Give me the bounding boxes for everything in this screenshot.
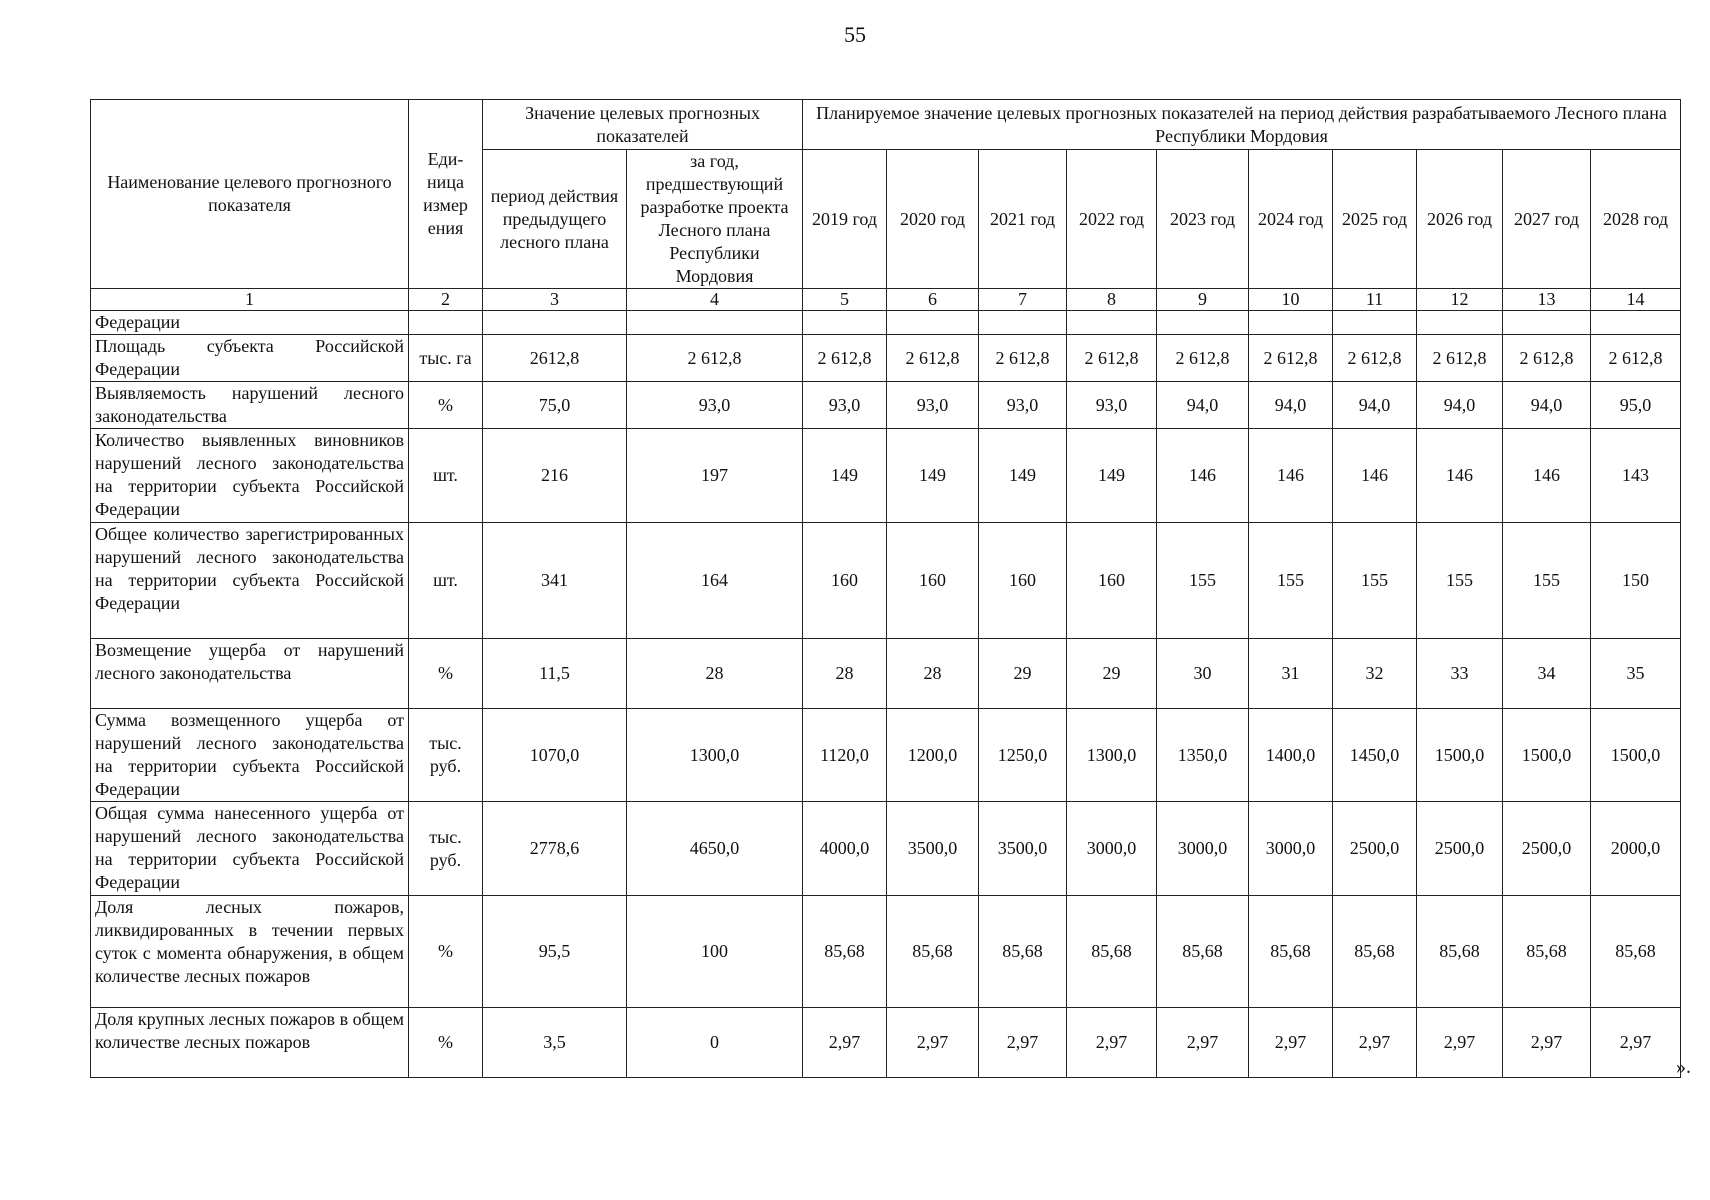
empty-cell	[803, 311, 887, 335]
value-year-cell: 2 612,8	[887, 335, 979, 382]
indicators-table	[90, 99, 1681, 1078]
value-prev-year: 2 612,8	[627, 335, 803, 382]
value-year-cell: 160	[803, 523, 887, 639]
value-year-cell: 94,0	[1417, 382, 1503, 429]
value-year-cell: 29	[979, 639, 1067, 709]
column-number-row	[91, 289, 1681, 311]
column-number: 3	[483, 289, 627, 311]
indicator-name: Доля крупных лесных пожаров в общем количестве лесных пожаров	[91, 1008, 409, 1078]
indicator-unit: тыс. га	[409, 335, 483, 382]
indicator-row	[91, 382, 1681, 429]
value-year-cell: 1120,0	[803, 709, 887, 802]
empty-cell	[1157, 311, 1249, 335]
empty-cell	[1591, 311, 1681, 335]
value-year-cell: 31	[1249, 639, 1333, 709]
value-year-cell: 85,68	[1067, 896, 1157, 1008]
value-year-cell: 2 612,8	[1417, 335, 1503, 382]
value-year-cell: 143	[1591, 429, 1681, 523]
empty-cell	[627, 311, 803, 335]
value-prev-year: 164	[627, 523, 803, 639]
value-year-cell: 2,97	[979, 1008, 1067, 1078]
indicator-name: Площадь субъекта Российской Федерации	[91, 335, 409, 382]
value-year-cell: 85,68	[1503, 896, 1591, 1008]
value-prev-period: 1070,0	[483, 709, 627, 802]
indicator-unit: шт.	[409, 523, 483, 639]
value-year-cell: 3000,0	[1067, 802, 1157, 896]
value-year-cell: 4000,0	[803, 802, 887, 896]
column-number: 4	[627, 289, 803, 311]
indicator-unit: шт.	[409, 429, 483, 523]
header-year: 2025 год	[1333, 150, 1417, 289]
empty-cell	[1417, 311, 1503, 335]
value-prev-period: 2612,8	[483, 335, 627, 382]
value-year-cell: 1250,0	[979, 709, 1067, 802]
value-year-cell: 85,68	[1591, 896, 1681, 1008]
value-year-cell: 95,0	[1591, 382, 1681, 429]
column-number: 13	[1503, 289, 1591, 311]
header-year: 2019 год	[803, 150, 887, 289]
continuation-label: Федерации	[91, 311, 409, 335]
header-year: 2026 год	[1417, 150, 1503, 289]
indicator-name: Возмещение ущерба от нарушений лесного законодательства	[91, 639, 409, 709]
indicator-unit: %	[409, 639, 483, 709]
value-prev-period: 75,0	[483, 382, 627, 429]
value-year-cell: 3500,0	[887, 802, 979, 896]
indicator-row	[91, 639, 1681, 709]
value-prev-year: 100	[627, 896, 803, 1008]
value-prev-period: 95,5	[483, 896, 627, 1008]
indicator-unit: %	[409, 382, 483, 429]
value-year-cell: 2 612,8	[1333, 335, 1417, 382]
header-unit: Еди-ница измер ения	[409, 100, 483, 289]
value-prev-year: 4650,0	[627, 802, 803, 896]
value-year-cell: 94,0	[1249, 382, 1333, 429]
column-number: 14	[1591, 289, 1681, 311]
indicator-row	[91, 802, 1681, 896]
header-planned-values: Планируемое значение целевых прогнозных показателей на период действия разрабатываемого Лесного плана Республики Мордовия	[803, 100, 1681, 150]
value-prev-year: 28	[627, 639, 803, 709]
closing-quote-mark: ».	[1676, 1056, 1691, 1078]
value-year-cell: 155	[1503, 523, 1591, 639]
indicator-name: Выявляемость нарушений лесного законодательства	[91, 382, 409, 429]
value-prev-period: 3,5	[483, 1008, 627, 1078]
value-year-cell: 94,0	[1503, 382, 1591, 429]
value-year-cell: 94,0	[1333, 382, 1417, 429]
indicator-name: Количество выявленных виновников нарушений лесного законодательства на территории субъекта Российской Федерации	[91, 429, 409, 523]
indicator-row	[91, 896, 1681, 1008]
empty-cell	[1067, 311, 1157, 335]
value-year-cell: 2 612,8	[1591, 335, 1681, 382]
value-year-cell: 85,68	[1157, 896, 1249, 1008]
indicator-name: Общее количество зарегистрированных нарушений лесного законодательства на территории субъекта Российской Федерации	[91, 523, 409, 639]
value-year-cell: 29	[1067, 639, 1157, 709]
value-year-cell: 146	[1249, 429, 1333, 523]
value-year-cell: 85,68	[803, 896, 887, 1008]
value-year-cell: 1500,0	[1503, 709, 1591, 802]
value-year-cell: 160	[979, 523, 1067, 639]
value-year-cell: 3000,0	[1249, 802, 1333, 896]
value-year-cell: 85,68	[1333, 896, 1417, 1008]
empty-cell	[1249, 311, 1333, 335]
value-year-cell: 160	[1067, 523, 1157, 639]
value-year-cell: 2,97	[887, 1008, 979, 1078]
value-year-cell: 146	[1417, 429, 1503, 523]
column-number: 6	[887, 289, 979, 311]
indicator-name: Доля лесных пожаров, ликвидированных в течении первых суток с момента обнаружения, в общем количестве лесных пожаров	[91, 896, 409, 1008]
value-year-cell: 2 612,8	[803, 335, 887, 382]
column-number: 1	[91, 289, 409, 311]
indicator-unit: тыс. руб.	[409, 802, 483, 896]
continuation-row	[91, 311, 1681, 335]
value-year-cell: 1350,0	[1157, 709, 1249, 802]
value-year-cell: 2 612,8	[1157, 335, 1249, 382]
value-year-cell: 85,68	[979, 896, 1067, 1008]
value-year-cell: 150	[1591, 523, 1681, 639]
value-year-cell: 2,97	[1067, 1008, 1157, 1078]
indicator-name: Общая сумма нанесенного ущерба от нарушений лесного законодательства на территории субъекта Российской Федерации	[91, 802, 409, 896]
value-year-cell: 2 612,8	[1067, 335, 1157, 382]
indicator-row	[91, 523, 1681, 639]
column-number: 5	[803, 289, 887, 311]
column-number: 7	[979, 289, 1067, 311]
value-year-cell: 2 612,8	[1249, 335, 1333, 382]
value-year-cell: 1400,0	[1249, 709, 1333, 802]
column-number: 2	[409, 289, 483, 311]
value-year-cell: 85,68	[1417, 896, 1503, 1008]
column-number: 8	[1067, 289, 1157, 311]
value-year-cell: 35	[1591, 639, 1681, 709]
value-year-cell: 2 612,8	[1503, 335, 1591, 382]
value-year-cell: 149	[803, 429, 887, 523]
value-year-cell: 2,97	[1591, 1008, 1681, 1078]
value-year-cell: 149	[1067, 429, 1157, 523]
value-year-cell: 155	[1417, 523, 1503, 639]
value-year-cell: 155	[1249, 523, 1333, 639]
header-year: 2023 год	[1157, 150, 1249, 289]
empty-cell	[483, 311, 627, 335]
value-year-cell: 94,0	[1157, 382, 1249, 429]
indicator-row	[91, 429, 1681, 523]
value-year-cell: 28	[887, 639, 979, 709]
indicators-table-container	[90, 99, 1681, 1078]
header-year: 2022 год	[1067, 150, 1157, 289]
header-year: 2020 год	[887, 150, 979, 289]
value-year-cell: 2,97	[1503, 1008, 1591, 1078]
value-prev-period: 2778,6	[483, 802, 627, 896]
value-year-cell: 2500,0	[1417, 802, 1503, 896]
value-prev-year: 197	[627, 429, 803, 523]
indicator-unit: %	[409, 896, 483, 1008]
header-indicator-name: Наименование целевого прогнозного показателя	[91, 100, 409, 289]
value-year-cell: 149	[887, 429, 979, 523]
value-year-cell: 93,0	[1067, 382, 1157, 429]
page-number: 55	[844, 22, 866, 47]
value-year-cell: 33	[1417, 639, 1503, 709]
value-year-cell: 1500,0	[1417, 709, 1503, 802]
value-year-cell: 1450,0	[1333, 709, 1417, 802]
indicator-name: Сумма возмещенного ущерба от нарушений лесного законодательства на территории субъекта Российской Федерации	[91, 709, 409, 802]
value-year-cell: 1200,0	[887, 709, 979, 802]
value-year-cell: 1300,0	[1067, 709, 1157, 802]
header-year: 2021 год	[979, 150, 1067, 289]
value-year-cell: 146	[1333, 429, 1417, 523]
value-prev-period: 216	[483, 429, 627, 523]
header-prev-year: за год, предшествующий разработке проекта Лесного плана Республики Мордовия	[627, 150, 803, 289]
value-year-cell: 2500,0	[1333, 802, 1417, 896]
value-year-cell: 2 612,8	[979, 335, 1067, 382]
value-year-cell: 93,0	[887, 382, 979, 429]
value-year-cell: 2,97	[1417, 1008, 1503, 1078]
value-prev-year: 93,0	[627, 382, 803, 429]
value-year-cell: 28	[803, 639, 887, 709]
header-year: 2028 год	[1591, 150, 1681, 289]
indicator-row	[91, 1008, 1681, 1078]
value-year-cell: 34	[1503, 639, 1591, 709]
header-prev-period: период действия предыдущего лесного плана	[483, 150, 627, 289]
header-year: 2024 год	[1249, 150, 1333, 289]
value-year-cell: 93,0	[979, 382, 1067, 429]
value-year-cell: 155	[1157, 523, 1249, 639]
value-year-cell: 2,97	[1157, 1008, 1249, 1078]
value-year-cell: 2,97	[1333, 1008, 1417, 1078]
header-target-values: Значение целевых прогнозных показателей	[483, 100, 803, 150]
empty-cell	[1333, 311, 1417, 335]
column-number: 9	[1157, 289, 1249, 311]
value-year-cell: 2000,0	[1591, 802, 1681, 896]
indicator-unit: %	[409, 1008, 483, 1078]
value-year-cell: 149	[979, 429, 1067, 523]
value-year-cell: 93,0	[803, 382, 887, 429]
value-prev-period: 341	[483, 523, 627, 639]
header-year: 2027 год	[1503, 150, 1591, 289]
indicator-row	[91, 335, 1681, 382]
value-year-cell: 3000,0	[1157, 802, 1249, 896]
value-year-cell: 146	[1157, 429, 1249, 523]
value-year-cell: 85,68	[1249, 896, 1333, 1008]
value-year-cell: 146	[1503, 429, 1591, 523]
empty-cell	[979, 311, 1067, 335]
value-year-cell: 2,97	[803, 1008, 887, 1078]
indicator-unit: тыс. руб.	[409, 709, 483, 802]
value-prev-year: 1300,0	[627, 709, 803, 802]
value-year-cell: 30	[1157, 639, 1249, 709]
empty-cell	[887, 311, 979, 335]
value-year-cell: 2,97	[1249, 1008, 1333, 1078]
value-year-cell: 2500,0	[1503, 802, 1591, 896]
value-year-cell: 1500,0	[1591, 709, 1681, 802]
indicator-row	[91, 709, 1681, 802]
value-year-cell: 32	[1333, 639, 1417, 709]
empty-cell	[1503, 311, 1591, 335]
value-prev-year: 0	[627, 1008, 803, 1078]
value-year-cell: 160	[887, 523, 979, 639]
value-year-cell: 155	[1333, 523, 1417, 639]
column-number: 10	[1249, 289, 1333, 311]
value-year-cell: 85,68	[887, 896, 979, 1008]
value-year-cell: 3500,0	[979, 802, 1067, 896]
value-prev-period: 11,5	[483, 639, 627, 709]
empty-cell	[409, 311, 483, 335]
column-number: 11	[1333, 289, 1417, 311]
column-number: 12	[1417, 289, 1503, 311]
